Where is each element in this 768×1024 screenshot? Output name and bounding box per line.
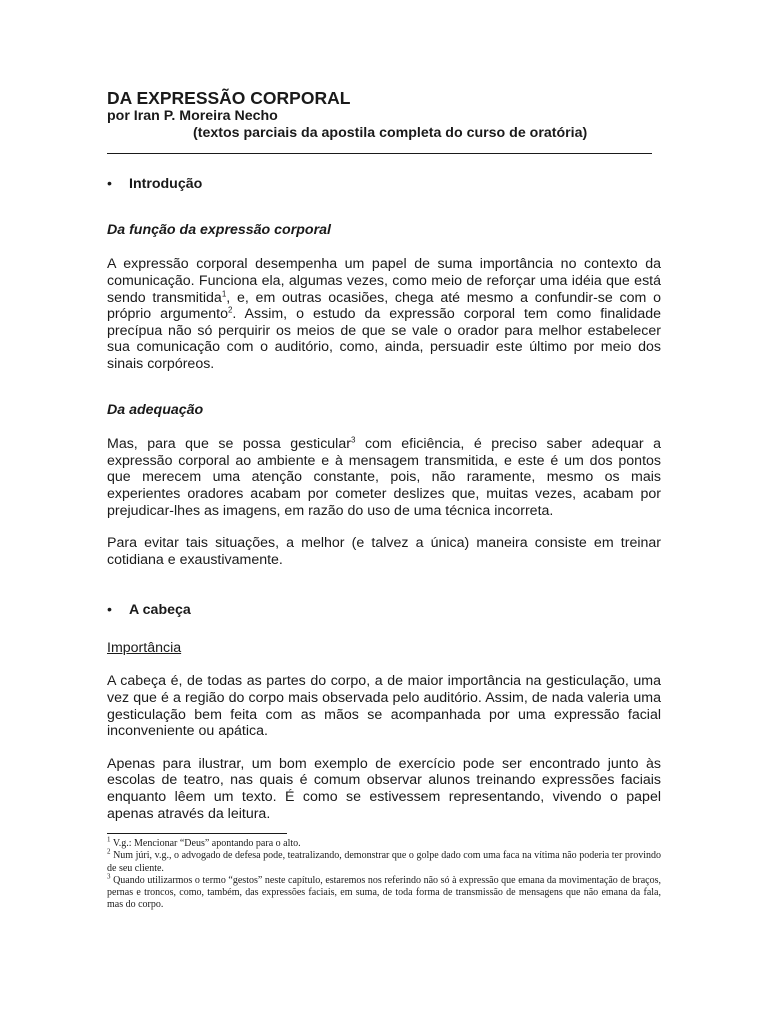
text-run: Mas, para que se possa gesticular [107,436,351,453]
bullet-label: A cabeça [129,602,191,619]
footnote-ref-3: 3 [350,435,356,445]
footnote-text: Quando utilizarmos o termo “gestos” neste capítulo, estaremos nos referindo não só à expressão que emana da movimentação de braços, pernas e troncos, como, também, das expressões faciais, em suma, de toda forma de transmissão de mensagens que não emana da fala, mas do corpo. [107,874,661,911]
document-title: DA EXPRESSÃO CORPORAL [107,88,351,108]
document-page [107,88,661,911]
paragraph-cabeca-1: A cabeça é, de todas as partes do corpo, a de maior importância na gesticulação, uma vez que é a região do corpo mais observada pelo auditório. Assim, de nada valeria uma gesticulação bem feita com as mãos se acompanhada por uma expressão facial inconveniente ou apática. [107,673,661,740]
title-divider [107,153,652,154]
footnotes [107,835,661,911]
bullet-cabeca [107,602,661,619]
text-run: A expressão corporal desempenha um papel de suma importância no contexto da comunicação. Funciona ela, algumas vezes, como meio de reforçar uma idéia que está sendo transmitida [107,256,661,306]
footnote-ref-2: 2 [227,305,233,315]
footnote-3 [107,872,661,912]
paragraph-cabeca-2: Apenas para ilustrar, um bom exemplo de exercício pode ser encontrado junto às escolas de teatro, nas quais é comum observar alunos treinando expressões faciais enquanto lêem um texto. É como se estivessem representando, vivendo o papel apenas através da leitura. [107,755,661,822]
section-heading-adequacao: Da adequação [107,401,204,418]
footnote-text: Num júri, v.g., o advogado de defesa pode, teatralizando, demonstrar que o golpe dado com uma faca na vítima não poderia ter provindo de seu cliente. [107,850,661,874]
text-run: . Assim, o estudo da expressão corporal tem como finalidade precípua não só perquirir os meios de que se vale o orador para melhor estabelecer sua comunicação com o auditório, como, ainda, persuadir este último por meio dos sinais corpóreos. [107,306,661,372]
footnote-divider [107,833,287,834]
bullet-label: Introdução [129,176,203,193]
text-run: com eficiência, é preciso saber adequar a expressão corporal ao ambiente e à mensagem transmitida, e este é um dos pontos que merecem uma atenção constante, pois, não raramente, mesmo os mais experientes oradores acabam por cometer deslizes que, muitas vezes, acabam por prejudicar-lhes as imagens, em razão do uso de uma técnica incorreta. [107,436,661,519]
paragraph-adequacao-2: Para evitar tais situações, a melhor (e talvez a única) maneira consiste em treinar cotidiana e exaustivamente. [107,535,661,568]
bullet-icon: • [107,602,112,619]
footnote-text: V.g.: Mencionar “Deus” apontando para o alto. [110,838,301,850]
section-heading-funcao: Da função da expressão corporal [107,221,331,238]
footnote-number: 3 [107,872,111,881]
paragraph-funcao [107,256,661,372]
footnote-number: 1 [107,835,111,844]
footnote-1 [107,835,661,850]
paragraph-adequacao-1 [107,436,661,519]
bullet-introducao [107,176,661,193]
bullet-icon: • [107,176,112,193]
subheading-importancia: Importância [107,639,182,656]
author-byline: por Iran P. Moreira Necho [107,108,278,124]
footnote-2 [107,850,661,874]
footnote-number: 2 [107,848,111,857]
text-run: , e, em outras ocasiões, chega até mesmo a confundir-se com o próprio argumento [107,289,662,323]
document-subtitle: (textos parciais da apostila completa do curso de oratória) [193,124,588,141]
footnote-ref-1: 1 [221,288,227,298]
